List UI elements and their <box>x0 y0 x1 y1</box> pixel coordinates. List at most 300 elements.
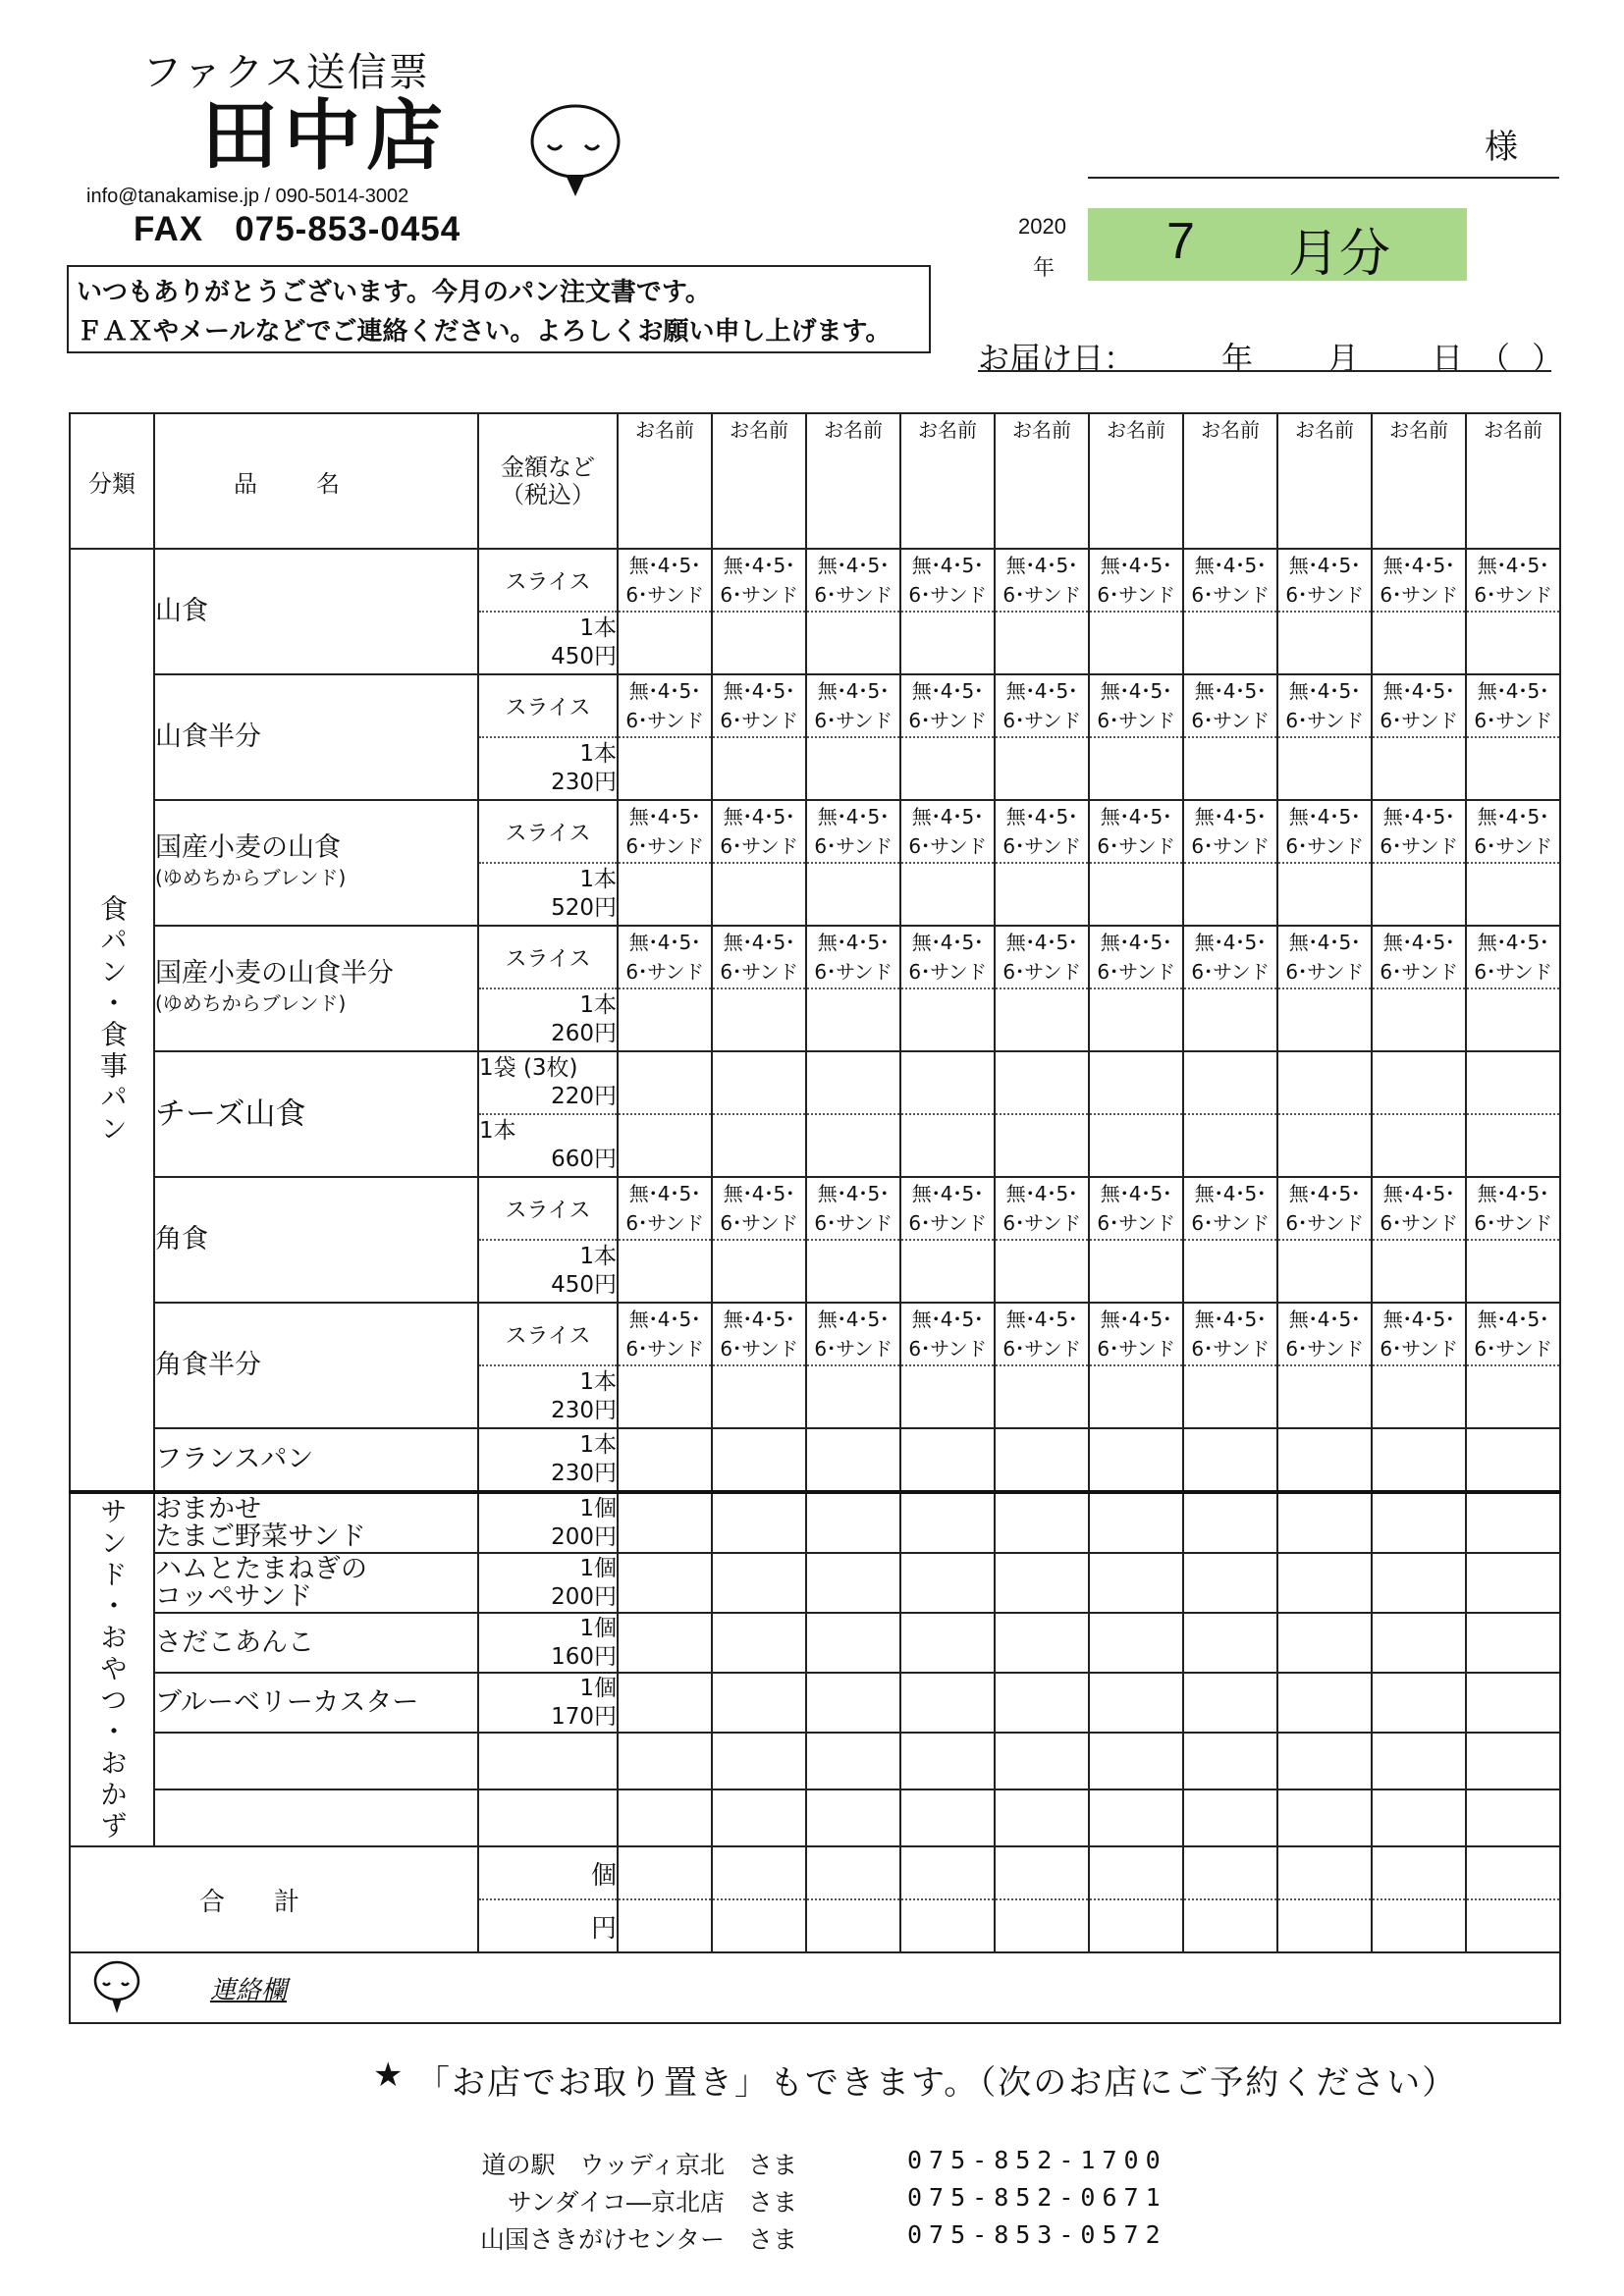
slice-option-cell[interactable] <box>1466 926 1560 988</box>
order-qty-cell[interactable] <box>900 1733 995 1789</box>
order-qty-cell[interactable] <box>1372 1492 1466 1553</box>
order-qty-cell[interactable] <box>1089 1899 1183 1952</box>
slice-option-cell[interactable] <box>1466 800 1560 863</box>
order-qty-cell[interactable] <box>1372 1553 1466 1613</box>
order-qty-cell[interactable] <box>806 1733 900 1789</box>
order-qty-cell[interactable] <box>806 737 900 800</box>
item-price <box>478 1492 618 1553</box>
slice-option-cell[interactable] <box>900 674 995 737</box>
slice-option-line1: 無･4･5･ <box>911 679 984 703</box>
order-qty-cell[interactable] <box>1089 988 1183 1051</box>
slice-option-cell[interactable] <box>900 926 995 988</box>
slice-option-cell[interactable] <box>618 1303 712 1365</box>
slice-option-cell[interactable] <box>712 674 806 737</box>
slice-option-cell[interactable] <box>1277 549 1372 612</box>
order-qty-cell[interactable] <box>1277 737 1372 800</box>
slice-option-cell[interactable] <box>1277 926 1372 988</box>
order-qty-cell[interactable] <box>712 1789 806 1846</box>
blank-item-name[interactable] <box>154 1789 478 1846</box>
slice-option-cell[interactable] <box>806 1177 900 1240</box>
slice-option-cell[interactable] <box>1183 1177 1277 1240</box>
item-name-text: 角食半分 <box>155 1350 261 1380</box>
order-qty-cell[interactable] <box>995 1051 1089 1114</box>
order-qty-cell[interactable] <box>900 612 995 674</box>
order-qty-cell[interactable] <box>806 863 900 926</box>
order-qty-cell[interactable] <box>806 1613 900 1673</box>
slice-option-cell[interactable] <box>618 800 712 863</box>
order-qty-cell[interactable] <box>712 1492 806 1553</box>
item-price-value: 230円 <box>551 1398 617 1423</box>
customer-name-cell[interactable]: お名前 <box>1089 413 1183 549</box>
customer-name-cell[interactable]: お名前 <box>712 413 806 549</box>
order-qty-cell[interactable] <box>618 1613 712 1673</box>
slice-option-cell[interactable] <box>1089 1177 1183 1240</box>
order-qty-cell[interactable] <box>1183 988 1277 1051</box>
order-qty-cell[interactable] <box>900 1846 995 1899</box>
slice-option-cell[interactable] <box>1089 926 1183 988</box>
order-qty-cell[interactable] <box>995 988 1089 1051</box>
order-qty-cell[interactable] <box>1089 1673 1183 1733</box>
order-qty-cell[interactable] <box>1372 1673 1466 1733</box>
slice-option-line2: 6･サンド <box>908 709 987 732</box>
slice-option-line2: 6･サンド <box>908 1337 987 1361</box>
order-qty-cell[interactable] <box>1183 1789 1277 1846</box>
slice-option-cell[interactable] <box>1183 1303 1277 1365</box>
item-qty: 1個 <box>579 1615 617 1641</box>
order-qty-cell[interactable] <box>618 612 712 674</box>
slice-option-cell[interactable] <box>1277 674 1372 737</box>
order-qty-cell[interactable] <box>1466 863 1560 926</box>
order-qty-cell[interactable] <box>712 1051 806 1114</box>
order-qty-cell[interactable] <box>618 1114 712 1177</box>
slice-option-cell[interactable] <box>995 926 1089 988</box>
order-qty-cell[interactable] <box>995 1846 1089 1899</box>
slice-option-line2: 6･サンド <box>720 1337 798 1361</box>
slice-option-line2: 6･サンド <box>1097 960 1175 984</box>
order-qty-cell[interactable] <box>900 1428 995 1492</box>
delivery-label: お届け日： <box>978 340 1136 377</box>
slice-option-line2: 6･サンド <box>1285 583 1364 607</box>
delivery-year: 年 <box>1221 340 1254 377</box>
order-qty-cell[interactable] <box>900 1114 995 1177</box>
fax-number <box>134 210 460 249</box>
item-row-sand <box>70 1673 1560 1733</box>
order-qty-cell[interactable] <box>618 737 712 800</box>
order-qty-cell[interactable] <box>1183 1114 1277 1177</box>
order-qty-cell[interactable] <box>1089 737 1183 800</box>
order-qty-cell[interactable] <box>995 1613 1089 1673</box>
order-qty-cell[interactable] <box>1089 1240 1183 1303</box>
col-header-price <box>478 413 618 549</box>
slice-option-cell[interactable] <box>1466 1303 1560 1365</box>
order-qty-cell[interactable] <box>1277 863 1372 926</box>
item-qty: 1本 <box>579 741 617 767</box>
order-qty-cell[interactable] <box>1372 1428 1466 1492</box>
order-qty-cell[interactable] <box>1089 1051 1183 1114</box>
customer-name-cell[interactable]: お名前 <box>806 413 900 549</box>
slice-option-line1: 無･4･5･ <box>817 805 890 828</box>
order-qty-cell[interactable] <box>900 1899 995 1952</box>
order-qty-cell[interactable] <box>995 737 1089 800</box>
slice-option-cell[interactable] <box>806 800 900 863</box>
order-qty-cell[interactable] <box>1466 1365 1560 1428</box>
order-qty-cell[interactable] <box>1183 1553 1277 1613</box>
order-qty-cell[interactable] <box>900 1240 995 1303</box>
order-qty-cell[interactable] <box>618 1428 712 1492</box>
slice-option-cell[interactable] <box>1183 800 1277 863</box>
order-qty-cell[interactable] <box>1183 1365 1277 1428</box>
order-qty-cell[interactable] <box>1089 863 1183 926</box>
order-qty-cell[interactable] <box>900 1553 995 1613</box>
slice-option-cell[interactable] <box>1089 1303 1183 1365</box>
blank-item-name[interactable] <box>154 1733 478 1789</box>
order-qty-cell[interactable] <box>1466 1114 1560 1177</box>
order-qty-cell[interactable] <box>1372 737 1466 800</box>
customer-name-cell[interactable]: お名前 <box>900 413 995 549</box>
slice-label: スライス <box>478 1177 618 1240</box>
slice-option-cell[interactable] <box>618 1177 712 1240</box>
fax-number-value: 075-853-0454 <box>235 210 461 248</box>
order-qty-cell[interactable] <box>1372 1240 1466 1303</box>
order-qty-cell[interactable] <box>712 1365 806 1428</box>
order-qty-cell[interactable] <box>995 1899 1089 1952</box>
customer-name-cell[interactable]: お名前 <box>1372 413 1466 549</box>
order-qty-cell[interactable] <box>618 1846 712 1899</box>
slice-option-cell[interactable] <box>1466 549 1560 612</box>
order-qty-cell[interactable] <box>806 1673 900 1733</box>
slice-option-cell[interactable] <box>1372 549 1466 612</box>
order-qty-cell[interactable] <box>1466 1240 1560 1303</box>
order-qty-cell[interactable] <box>900 1613 995 1673</box>
order-qty-cell[interactable] <box>1089 1846 1183 1899</box>
slice-option-cell[interactable] <box>1372 674 1466 737</box>
order-qty-cell[interactable] <box>1466 1846 1560 1899</box>
slice-option-line2: 6･サンド <box>1002 1337 1081 1361</box>
slice-option-cell[interactable] <box>1466 674 1560 737</box>
order-qty-cell[interactable] <box>1372 1789 1466 1846</box>
slice-option-cell[interactable] <box>900 1303 995 1365</box>
order-qty-cell[interactable] <box>1183 1428 1277 1492</box>
order-qty-cell[interactable] <box>1277 1365 1372 1428</box>
order-qty-cell[interactable] <box>1089 612 1183 674</box>
order-qty-cell[interactable] <box>806 1428 900 1492</box>
slice-option-line2: 6･サンド <box>1191 709 1270 732</box>
order-qty-cell[interactable] <box>1277 1492 1372 1553</box>
cheese-pack-value: 220円 <box>551 1084 617 1109</box>
order-qty-cell[interactable] <box>1183 1846 1277 1899</box>
order-qty-cell[interactable] <box>995 1492 1089 1553</box>
order-qty-cell[interactable] <box>1183 737 1277 800</box>
order-qty-cell[interactable] <box>806 1789 900 1846</box>
blank-item-price[interactable] <box>478 1733 618 1789</box>
item-name-line1: ブルーベリーカスター <box>155 1686 419 1718</box>
order-qty-cell[interactable] <box>995 1553 1089 1613</box>
order-qty-cell[interactable] <box>1183 1673 1277 1733</box>
slice-option-cell[interactable] <box>618 926 712 988</box>
item-price-value: 520円 <box>551 895 617 921</box>
notes-row <box>70 1952 1560 2023</box>
order-qty-cell[interactable] <box>1089 1114 1183 1177</box>
slice-option-cell[interactable] <box>1277 1177 1372 1240</box>
order-qty-cell[interactable] <box>618 988 712 1051</box>
slice-option-cell[interactable] <box>900 1177 995 1240</box>
slice-option-line1: 無･4･5･ <box>723 554 795 577</box>
order-qty-cell[interactable] <box>1277 1240 1372 1303</box>
order-qty-cell[interactable] <box>1183 1899 1277 1952</box>
order-qty-cell[interactable] <box>1466 1613 1560 1673</box>
item-name-line2: コッペサンド <box>155 1580 313 1612</box>
order-qty-cell[interactable] <box>806 612 900 674</box>
order-qty-cell[interactable] <box>618 1899 712 1952</box>
order-qty-cell[interactable] <box>618 1240 712 1303</box>
slice-option-cell[interactable] <box>900 549 995 612</box>
item-row-sand <box>70 1492 1560 1553</box>
order-qty-cell[interactable] <box>1466 1899 1560 1952</box>
slice-option-cell[interactable] <box>1372 1177 1466 1240</box>
item-price <box>478 737 618 800</box>
item-name-text: 国産小麦の山食 <box>155 832 341 863</box>
order-qty-cell[interactable] <box>618 1492 712 1553</box>
delivery-date-line[interactable] <box>978 370 1551 372</box>
order-qty-cell[interactable] <box>1466 988 1560 1051</box>
slice-option-cell[interactable] <box>806 549 900 612</box>
order-qty-cell[interactable] <box>1089 1733 1183 1789</box>
order-qty-cell[interactable] <box>712 1428 806 1492</box>
order-qty-cell[interactable] <box>806 988 900 1051</box>
slice-option-line1: 無･4･5･ <box>628 554 701 577</box>
order-qty-cell[interactable] <box>618 1673 712 1733</box>
order-qty-cell[interactable] <box>1089 1365 1183 1428</box>
order-qty-cell[interactable] <box>1277 1428 1372 1492</box>
order-qty-cell[interactable] <box>1372 1899 1466 1952</box>
order-qty-cell[interactable] <box>1466 1553 1560 1613</box>
slice-option-line1: 無･4･5･ <box>1005 931 1078 954</box>
order-qty-cell[interactable] <box>1089 1613 1183 1673</box>
order-qty-cell[interactable] <box>1183 1240 1277 1303</box>
customer-name-cell[interactable]: お名前 <box>995 413 1089 549</box>
item-qty: 1個 <box>579 1495 617 1522</box>
slice-option-cell[interactable] <box>995 1177 1089 1240</box>
slice-option-line1: 無･4･5･ <box>1382 931 1455 954</box>
order-qty-cell[interactable] <box>1277 1673 1372 1733</box>
order-qty-cell[interactable] <box>1466 1051 1560 1114</box>
slice-option-cell[interactable] <box>712 1177 806 1240</box>
order-qty-cell[interactable] <box>1183 1733 1277 1789</box>
order-qty-cell[interactable] <box>900 1492 995 1553</box>
order-qty-cell[interactable] <box>806 1846 900 1899</box>
order-qty-cell[interactable] <box>1372 1365 1466 1428</box>
order-qty-cell[interactable] <box>1277 988 1372 1051</box>
order-qty-cell[interactable] <box>900 1673 995 1733</box>
slice-option-cell[interactable] <box>806 674 900 737</box>
order-qty-cell[interactable] <box>712 1114 806 1177</box>
order-qty-cell[interactable] <box>1089 1492 1183 1553</box>
order-qty-cell[interactable] <box>995 612 1089 674</box>
slice-option-cell[interactable] <box>900 800 995 863</box>
order-qty-cell[interactable] <box>995 1114 1089 1177</box>
slice-option-line2: 6･サンド <box>720 709 798 732</box>
item-price <box>478 1673 618 1733</box>
order-qty-cell[interactable] <box>1183 1613 1277 1673</box>
slice-option-line2: 6･サンド <box>1191 834 1270 858</box>
order-qty-cell[interactable] <box>806 1365 900 1428</box>
slice-option-cell[interactable] <box>1183 926 1277 988</box>
order-qty-cell[interactable] <box>1466 1428 1560 1492</box>
customer-name-cell[interactable]: お名前 <box>1466 413 1560 549</box>
slice-option-cell[interactable] <box>1277 800 1372 863</box>
order-qty-cell[interactable] <box>712 1899 806 1952</box>
slice-option-line2: 6･サンド <box>908 1211 987 1235</box>
slice-option-cell[interactable] <box>995 800 1089 863</box>
customer-name-cell[interactable]: お名前 <box>618 413 712 549</box>
order-qty-cell[interactable] <box>712 612 806 674</box>
order-qty-cell[interactable] <box>995 1733 1089 1789</box>
notes-cell[interactable] <box>70 1952 1560 2023</box>
order-qty-cell[interactable] <box>712 1553 806 1613</box>
slice-option-cell[interactable] <box>712 800 806 863</box>
slice-option-line2: 6･サンド <box>1191 960 1270 984</box>
order-qty-cell[interactable] <box>900 1789 995 1846</box>
slice-option-cell[interactable] <box>995 549 1089 612</box>
slice-option-cell[interactable] <box>1089 674 1183 737</box>
order-qty-cell[interactable] <box>712 1240 806 1303</box>
order-qty-cell[interactable] <box>1466 737 1560 800</box>
order-qty-cell[interactable] <box>1089 1789 1183 1846</box>
order-qty-cell[interactable] <box>618 863 712 926</box>
order-qty-cell[interactable] <box>618 1553 712 1613</box>
order-qty-cell[interactable] <box>1372 1846 1466 1899</box>
order-qty-cell[interactable] <box>618 1789 712 1846</box>
slice-option-cell[interactable] <box>1089 800 1183 863</box>
order-qty-cell[interactable] <box>1372 1114 1466 1177</box>
star-icon: ★ <box>373 2056 404 2095</box>
slice-option-line1: 無･4･5･ <box>911 931 984 954</box>
order-qty-cell[interactable] <box>712 1733 806 1789</box>
slice-option-cell[interactable] <box>1466 1177 1560 1240</box>
order-qty-cell[interactable] <box>1277 1733 1372 1789</box>
slice-option-cell[interactable] <box>618 549 712 612</box>
slice-option-cell[interactable] <box>995 1303 1089 1365</box>
order-qty-cell[interactable] <box>712 988 806 1051</box>
store-name: 山国さきがけセンター <box>479 2225 725 2254</box>
store-name: 道の駅 ウッディ京北 <box>481 2151 725 2179</box>
slice-option-cell[interactable] <box>1089 549 1183 612</box>
order-qty-cell[interactable] <box>1277 1789 1372 1846</box>
order-qty-cell[interactable] <box>618 1051 712 1114</box>
slice-option-line2: 6･サンド <box>1474 709 1552 732</box>
blank-item-price[interactable] <box>478 1789 618 1846</box>
order-qty-cell[interactable] <box>712 863 806 926</box>
order-qty-cell[interactable] <box>900 863 995 926</box>
order-qty-cell[interactable] <box>1089 1428 1183 1492</box>
slice-option-cell[interactable] <box>712 926 806 988</box>
customer-name-cell[interactable]: お名前 <box>1277 413 1372 549</box>
order-qty-cell[interactable] <box>1372 863 1466 926</box>
order-qty-cell[interactable] <box>900 1051 995 1114</box>
order-qty-cell[interactable] <box>1372 1051 1466 1114</box>
order-qty-cell[interactable] <box>1277 1613 1372 1673</box>
order-qty-cell[interactable] <box>1466 1492 1560 1553</box>
slice-option-line1: 無･4･5･ <box>1477 805 1549 828</box>
order-qty-cell[interactable] <box>712 1613 806 1673</box>
order-qty-cell[interactable] <box>712 1846 806 1899</box>
slice-option-line1: 無･4･5･ <box>1100 931 1172 954</box>
slice-option-cell[interactable] <box>995 674 1089 737</box>
order-qty-cell[interactable] <box>806 1492 900 1553</box>
order-qty-cell[interactable] <box>900 737 995 800</box>
order-qty-cell[interactable] <box>1372 612 1466 674</box>
order-qty-cell[interactable] <box>712 1673 806 1733</box>
recipient-line[interactable] <box>1088 177 1559 179</box>
slice-option-cell[interactable] <box>1277 1303 1372 1365</box>
slice-option-cell[interactable] <box>806 1303 900 1365</box>
slice-option-line2: 6･サンド <box>908 960 987 984</box>
order-qty-cell[interactable] <box>1466 1673 1560 1733</box>
order-qty-cell[interactable] <box>1466 1789 1560 1846</box>
order-qty-cell[interactable] <box>1372 988 1466 1051</box>
customer-name-cell[interactable]: お名前 <box>1183 413 1277 549</box>
order-qty-cell[interactable] <box>995 1673 1089 1733</box>
order-qty-cell[interactable] <box>1183 863 1277 926</box>
order-qty-cell[interactable] <box>1183 1051 1277 1114</box>
slice-option-cell[interactable] <box>618 674 712 737</box>
slice-option-cell[interactable] <box>1183 549 1277 612</box>
col-header-price-line2: （税込） <box>501 481 595 508</box>
order-qty-cell[interactable] <box>806 1114 900 1177</box>
order-qty-cell[interactable] <box>712 737 806 800</box>
order-qty-cell[interactable] <box>995 1240 1089 1303</box>
slice-option-line2: 6･サンド <box>720 1211 798 1235</box>
order-qty-cell[interactable] <box>1372 1613 1466 1673</box>
slice-option-cell[interactable] <box>712 1303 806 1365</box>
order-qty-cell[interactable] <box>900 1365 995 1428</box>
slice-option-cell[interactable] <box>1372 1303 1466 1365</box>
order-qty-cell[interactable] <box>995 1789 1089 1846</box>
slice-option-line1: 無･4･5･ <box>1288 1182 1361 1205</box>
order-qty-cell[interactable] <box>1466 612 1560 674</box>
order-qty-cell[interactable] <box>806 1240 900 1303</box>
order-qty-cell[interactable] <box>1089 1553 1183 1613</box>
slice-option-cell[interactable] <box>806 926 900 988</box>
order-qty-cell[interactable] <box>1277 1553 1372 1613</box>
slice-option-cell[interactable] <box>1183 674 1277 737</box>
order-qty-cell[interactable] <box>900 988 995 1051</box>
slice-option-line1: 無･4･5･ <box>1382 1182 1455 1205</box>
slice-option-cell[interactable] <box>1372 800 1466 863</box>
order-qty-cell[interactable] <box>995 1428 1089 1492</box>
order-qty-cell[interactable] <box>806 1553 900 1613</box>
order-qty-cell[interactable] <box>1183 1492 1277 1553</box>
order-qty-cell[interactable] <box>1466 1733 1560 1789</box>
order-qty-cell[interactable] <box>806 1899 900 1952</box>
order-qty-cell[interactable] <box>1372 1733 1466 1789</box>
slice-option-cell[interactable] <box>712 549 806 612</box>
order-qty-cell[interactable] <box>1183 612 1277 674</box>
order-qty-cell[interactable] <box>1277 612 1372 674</box>
order-qty-cell[interactable] <box>806 1051 900 1114</box>
order-qty-cell[interactable] <box>995 863 1089 926</box>
order-qty-cell[interactable] <box>618 1365 712 1428</box>
order-qty-cell[interactable] <box>995 1365 1089 1428</box>
order-qty-cell[interactable] <box>1277 1899 1372 1952</box>
order-qty-cell[interactable] <box>1277 1114 1372 1177</box>
order-qty-cell[interactable] <box>618 1733 712 1789</box>
order-qty-cell[interactable] <box>1277 1051 1372 1114</box>
slice-option-line2: 6･サンド <box>1097 1337 1175 1361</box>
slice-option-cell[interactable] <box>1372 926 1466 988</box>
order-qty-cell[interactable] <box>1277 1846 1372 1899</box>
slice-option-line2: 6･サンド <box>1002 583 1081 607</box>
